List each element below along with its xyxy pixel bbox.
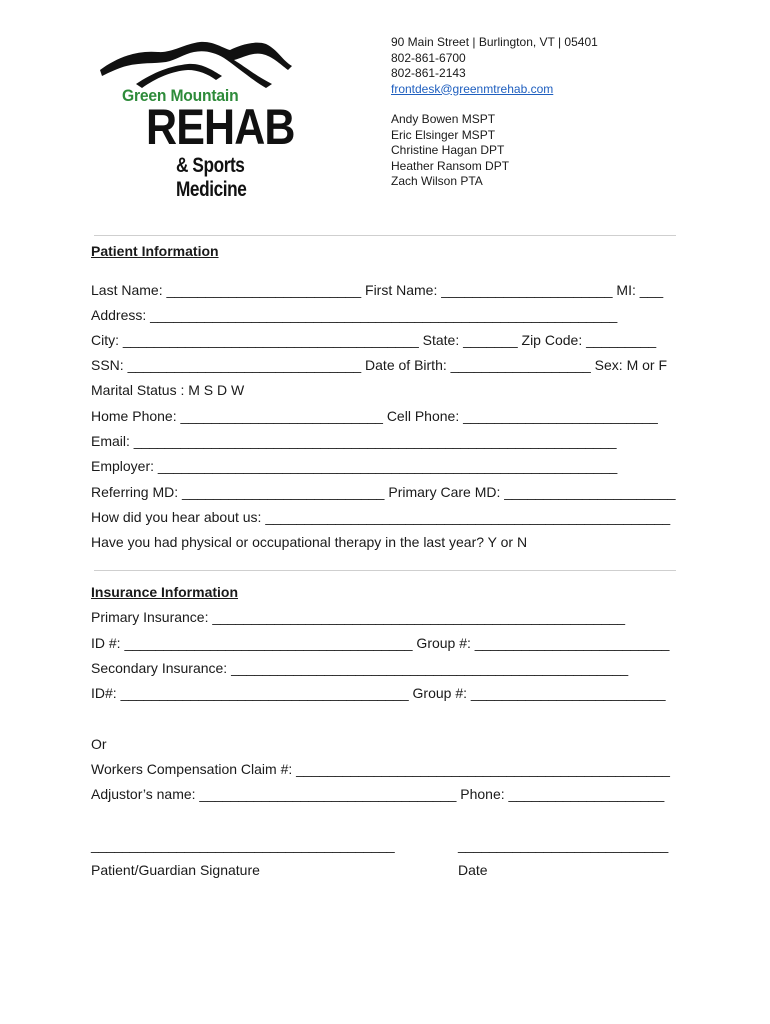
clinic-phone-1: 802-861-6700 <box>391 50 466 65</box>
secondary-id-group-field[interactable]: ID#: _____________________________________ Group #: _________________________ <box>91 685 666 701</box>
staff-list <box>391 112 509 190</box>
patient-information-heading: Patient Information <box>91 243 219 259</box>
divider <box>94 235 676 236</box>
insurance-information-heading: Insurance Information <box>91 584 239 600</box>
clinic-phone-2: 802-861-2143 <box>391 66 466 80</box>
referral-source-field[interactable]: How did you hear about us: ____________________________________________________ <box>91 509 671 525</box>
staff-member: Zach Wilson PTA <box>391 174 483 189</box>
signature-label: Patient/Guardian Signature <box>91 862 260 878</box>
marital-status-field[interactable]: Marital Status : M S D W <box>91 382 245 398</box>
adjustor-name-phone-field[interactable]: Adjustor’s name: _________________________________ Phone: ____________________ <box>91 786 665 802</box>
signature-line[interactable]: _______________________________________ <box>91 837 395 853</box>
clinic-logo <box>96 36 316 201</box>
last-first-mi-field[interactable]: Last Name: _________________________ First Name: ______________________ MI: ___ <box>91 282 664 298</box>
logo-sports-medicine: & Sports Medicine <box>176 154 247 201</box>
logo-rehab: REHAB <box>146 99 295 155</box>
home-cell-phone-field[interactable]: Home Phone: __________________________ Cell Phone: _________________________ <box>91 408 658 424</box>
city-state-zip-field[interactable]: City: ______________________________________ State: _______ Zip Code: _________ <box>91 332 657 348</box>
contact-info <box>391 35 598 97</box>
staff-member: Christine Hagan DPT <box>391 143 505 158</box>
secondary-insurance-field[interactable]: Secondary Insurance: ___________________________________________________ <box>91 660 629 676</box>
prior-therapy-question[interactable]: Have you had physical or occupational therapy in the last year? Y or N <box>91 534 528 550</box>
date-line[interactable]: ___________________________ <box>458 837 669 853</box>
workers-comp-claim-field[interactable]: Workers Compensation Claim #: ________________________________________________ <box>91 761 670 777</box>
staff-member: Eric Elsinger MSPT <box>391 127 496 142</box>
or-text: Or <box>91 736 107 752</box>
logo-green-mountain: Green Mountain <box>122 86 239 105</box>
primary-id-group-field[interactable]: ID #: _____________________________________ Group #: _________________________ <box>91 635 670 651</box>
email-field[interactable]: Email: ______________________________________________________________ <box>91 433 617 449</box>
divider <box>94 570 676 571</box>
employer-field[interactable]: Employer: ___________________________________________________________ <box>91 458 618 474</box>
staff-member: Andy Bowen MSPT <box>391 112 496 126</box>
address-field[interactable]: Address: ____________________________________________________________ <box>91 307 618 323</box>
clinic-email-link[interactable]: frontdesk@greenmtrehab.com <box>391 81 554 96</box>
primary-insurance-field[interactable]: Primary Insurance: _____________________________________________________ <box>91 609 626 625</box>
staff-member: Heather Ransom DPT <box>391 158 510 173</box>
ssn-dob-sex-field[interactable]: SSN: ______________________________ Date of Birth: __________________ Sex: M or F <box>91 357 668 373</box>
date-label: Date <box>458 862 488 878</box>
referring-primary-md-field[interactable]: Referring MD: __________________________ Primary Care MD: ______________________ <box>91 484 676 500</box>
clinic-address: 90 Main Street | Burlington, VT | 05401 <box>391 35 598 49</box>
